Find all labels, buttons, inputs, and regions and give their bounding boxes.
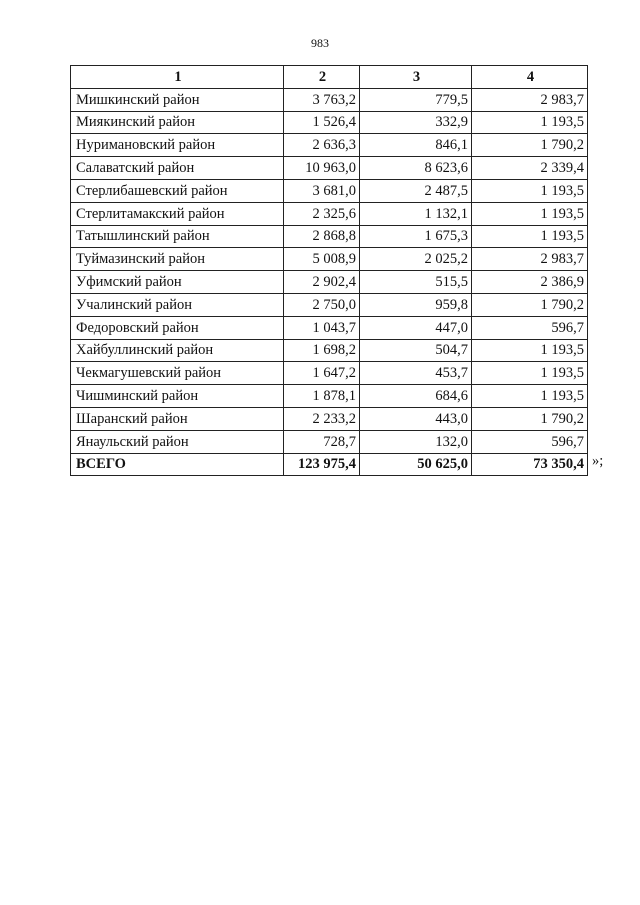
column-header: 2 [284,66,360,89]
district-name: Учалинский район [71,293,284,316]
table-header-row [71,66,588,89]
value-col-3: 1 675,3 [360,225,472,248]
table-row [71,88,588,111]
value-col-3: 959,8 [360,293,472,316]
value-col-2: 2 868,8 [284,225,360,248]
table-row [71,385,588,408]
district-name: Чекмагушевский район [71,362,284,385]
budget-table [70,65,588,476]
value-col-2: 1 526,4 [284,111,360,134]
district-name: Стерлитамакский район [71,202,284,225]
value-col-3: 443,0 [360,407,472,430]
value-col-4: 596,7 [472,430,588,453]
value-col-3: 684,6 [360,385,472,408]
table-row [71,111,588,134]
value-col-3: 447,0 [360,316,472,339]
value-col-2: 1 043,7 [284,316,360,339]
total-col-3: 50 625,0 [360,453,472,476]
district-name: Шаранский район [71,407,284,430]
value-col-4: 596,7 [472,316,588,339]
district-name: Стерлибашевский район [71,179,284,202]
district-name: Салаватский район [71,157,284,180]
value-col-3: 8 623,6 [360,157,472,180]
value-col-4: 1 193,5 [472,362,588,385]
district-name: Чишминский район [71,385,284,408]
value-col-4: 1 193,5 [472,225,588,248]
value-col-3: 1 132,1 [360,202,472,225]
value-col-2: 728,7 [284,430,360,453]
table-row [71,157,588,180]
table-row [71,202,588,225]
total-row [71,453,588,476]
value-col-4: 1 193,5 [472,202,588,225]
value-col-2: 5 008,9 [284,248,360,271]
table-row [71,339,588,362]
value-col-3: 2 487,5 [360,179,472,202]
value-col-4: 1 193,5 [472,179,588,202]
district-name: Нуримановский район [71,134,284,157]
value-col-4: 2 983,7 [472,88,588,111]
value-col-3: 515,5 [360,271,472,294]
value-col-2: 1 698,2 [284,339,360,362]
district-name: Миякинский район [71,111,284,134]
value-col-2: 2 636,3 [284,134,360,157]
value-col-3: 504,7 [360,339,472,362]
value-col-4: 2 983,7 [472,248,588,271]
table-row [71,430,588,453]
district-name: Янаульский район [71,430,284,453]
table-row [71,407,588,430]
value-col-2: 2 902,4 [284,271,360,294]
value-col-2: 1 647,2 [284,362,360,385]
value-col-3: 332,9 [360,111,472,134]
column-header: 3 [360,66,472,89]
value-col-4: 1 193,5 [472,111,588,134]
value-col-4: 1 790,2 [472,134,588,157]
table-row [71,225,588,248]
value-col-3: 2 025,2 [360,248,472,271]
page-number: 983 [311,36,329,50]
value-col-2: 2 325,6 [284,202,360,225]
table-row [71,271,588,294]
value-col-4: 2 386,9 [472,271,588,294]
value-col-2: 3 763,2 [284,88,360,111]
table-row [71,362,588,385]
total-label: ВСЕГО [71,453,284,476]
closing-quote-mark: »; [592,453,604,469]
district-name: Мишкинский район [71,88,284,111]
value-col-3: 453,7 [360,362,472,385]
district-name: Хайбуллинский район [71,339,284,362]
district-name: Федоровский район [71,316,284,339]
total-col-2: 123 975,4 [284,453,360,476]
value-col-2: 2 750,0 [284,293,360,316]
value-col-3: 846,1 [360,134,472,157]
value-col-2: 10 963,0 [284,157,360,180]
district-name: Уфимский район [71,271,284,294]
district-name: Татышлинский район [71,225,284,248]
value-col-4: 1 193,5 [472,385,588,408]
table-row [71,248,588,271]
value-col-2: 2 233,2 [284,407,360,430]
table-row [71,316,588,339]
value-col-4: 1 790,2 [472,293,588,316]
table-row [71,293,588,316]
total-col-4: 73 350,4 [472,453,588,476]
value-col-2: 3 681,0 [284,179,360,202]
column-header: 1 [71,66,284,89]
value-col-4: 2 339,4 [472,157,588,180]
value-col-4: 1 193,5 [472,339,588,362]
column-header: 4 [472,66,588,89]
value-col-4: 1 790,2 [472,407,588,430]
value-col-3: 132,0 [360,430,472,453]
value-col-3: 779,5 [360,88,472,111]
value-col-2: 1 878,1 [284,385,360,408]
table-row [71,179,588,202]
table-row [71,134,588,157]
district-name: Туймазинский район [71,248,284,271]
